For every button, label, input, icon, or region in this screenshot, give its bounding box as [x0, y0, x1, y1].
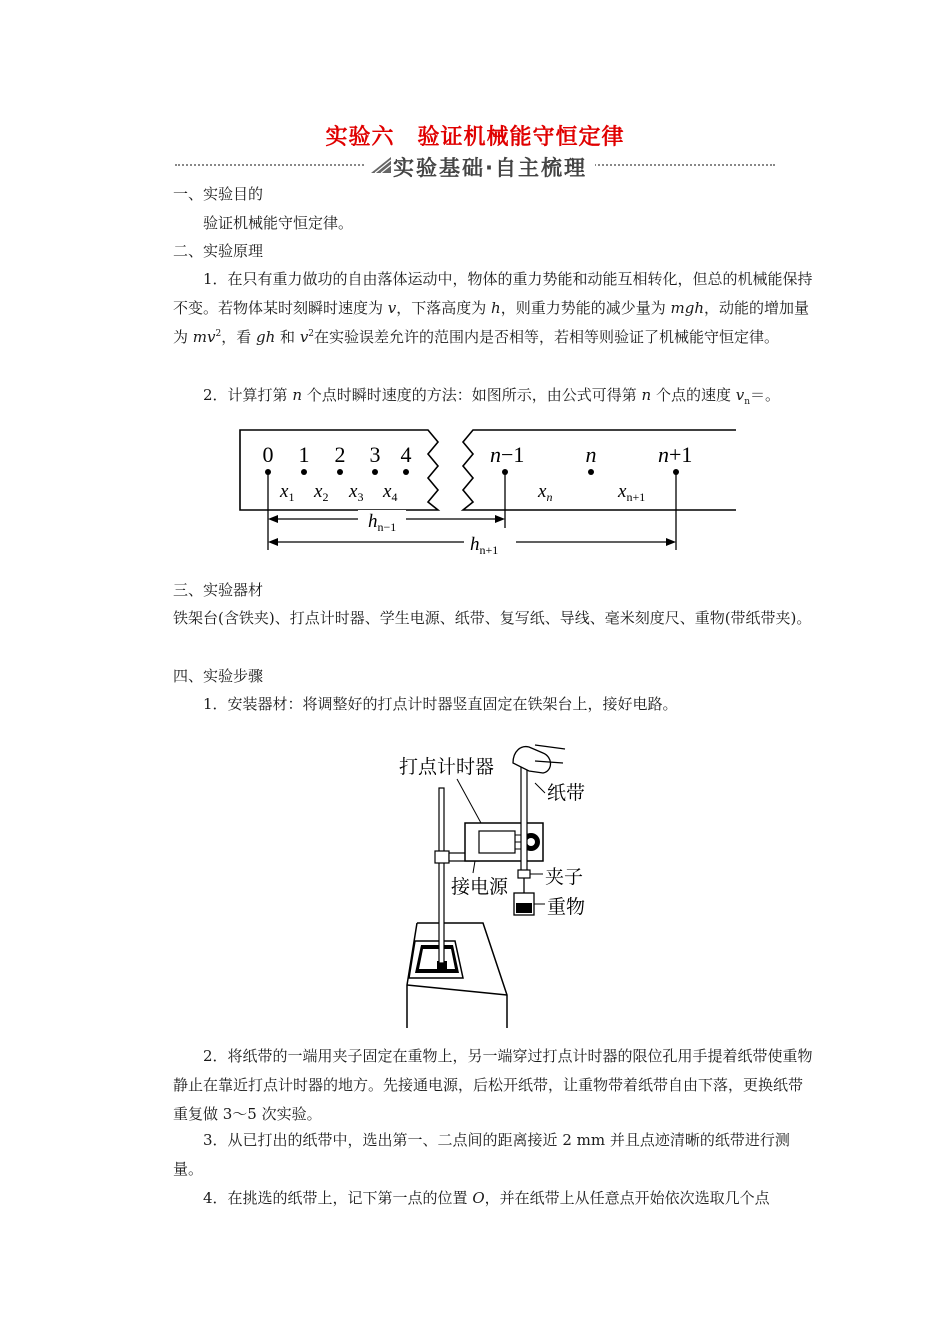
hand: [513, 747, 551, 773]
tape-dot: [337, 469, 343, 475]
page-title: 实验六 验证机械能守恒定律: [325, 125, 625, 150]
tape-dot: [301, 469, 307, 475]
segment-label-x4: $x_4$: [383, 481, 398, 504]
h-next-label: $h_{n+1}$: [470, 534, 499, 557]
section-1-heading: 一、实验目的: [173, 185, 264, 203]
dot-label-2: 2: [334, 442, 346, 467]
banner-wedge-icon: [371, 157, 391, 173]
stand-clamp: [435, 851, 449, 863]
segment-label-xn1: $x_{n+1}$: [618, 481, 646, 504]
banner-label: 实验基础·自主梳理: [365, 152, 595, 182]
section-3-text: 铁架台(含铁夹)、打点计时器、学生电源、纸带、复写纸、导线、毫米刻度尺、重物(带纸带夹)。: [173, 609, 812, 627]
dot-label-n-minus-1: n−1: [490, 442, 525, 467]
apparatus-diagram: [395, 723, 620, 1033]
dot-label-0: 0: [262, 442, 274, 467]
dot-label-4: 4: [400, 442, 412, 467]
section-banner: [175, 152, 775, 178]
step-1: 1．安装器材：将调整好的打点计时器竖直固定在铁架台上，接好电路。: [203, 695, 678, 713]
stand-pole: [439, 788, 444, 963]
segment-label-xn: $x_n$: [538, 481, 553, 504]
step-3: 3．从已打出的纸带中，选出第一、二点间的距离接近 2 mm 并且点迹清晰的纸带进行测量。: [173, 1131, 790, 1178]
dot-label-n: n: [585, 442, 597, 467]
step-4: 4．在挑选的纸带上，记下第一点的位置 O，并在纸带上从任意点开始依次选取几个点: [203, 1189, 770, 1207]
segment-label-x2: $x_2$: [314, 481, 329, 504]
tape-dot: [588, 469, 594, 475]
h-prev-label: $h_{n-1}$: [368, 511, 397, 534]
section-2-heading: 二、实验原理: [173, 242, 264, 260]
label-tape: 纸带: [547, 782, 586, 804]
tape-diagram: [228, 418, 740, 558]
section-3-heading: 三、实验器材: [173, 581, 264, 599]
tape-dot: [403, 469, 409, 475]
principle-paragraph-1: 1．在只有重力做功的自由落体运动中，物体的重力势能和动能互相转化，但总的机械能保持不变。若物体某时刻瞬时速度为 v，下落高度为 h，则重力势能的减少量为 mgh，动能的增加量为 $mv^2$，看 gh 和 $v^2$在实验误差允许的范围内是否相等，若相等则验证了机械能守恒定律。: [173, 270, 813, 346]
segment-label-x1: $x_1$: [280, 481, 295, 504]
label-weight: 重物: [547, 896, 586, 918]
section-1-text: 验证机械能守恒定律。: [203, 214, 354, 232]
label-timer: 打点计时器: [399, 756, 495, 778]
paper-tape: [521, 753, 527, 871]
step-2: 2．将纸带的一端用夹子固定在重物上，另一端穿过打点计时器的限位孔用手提着纸带使重物静止在靠近打点计时器的地方。先接通电源，后松开纸带，让重物带着纸带自由下落，更换纸带重复做 3～5 次实验。: [173, 1047, 813, 1123]
dot-label-1: 1: [298, 442, 310, 467]
label-power: 接电源: [451, 876, 509, 898]
dot-label-n-plus-1: n+1: [658, 442, 693, 467]
label-clip: 夹子: [545, 866, 584, 888]
dot-label-3: 3: [369, 442, 381, 467]
tape-dot: [372, 469, 378, 475]
segment-label-x3: $x_3$: [349, 481, 364, 504]
principle-paragraph-2: 2．计算打第 n 个点时瞬时速度的方法：如图所示，由公式可得第 n 个点的速度 $v_n=$。: [203, 386, 781, 407]
section-4-heading: 四、实验步骤: [173, 667, 264, 685]
